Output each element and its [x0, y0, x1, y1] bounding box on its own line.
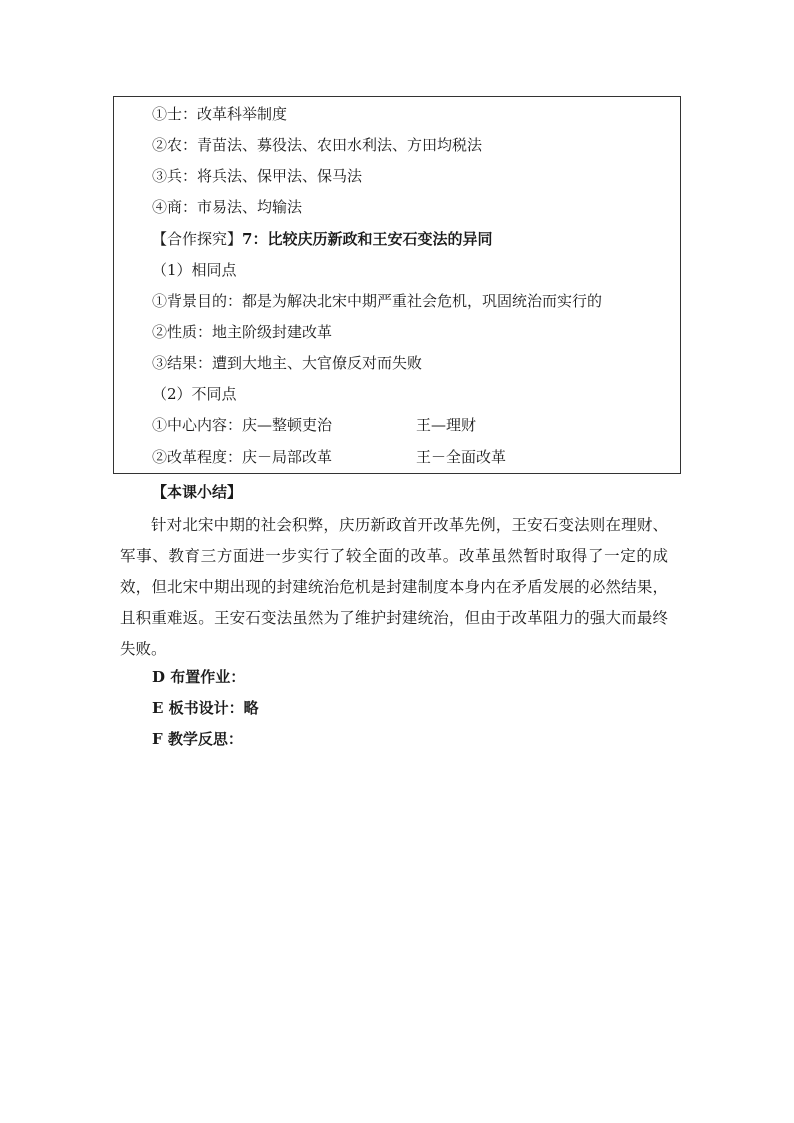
explore-bracket: 【合作探究】 [152, 230, 243, 248]
diff-content-right: 王—理财 [416, 416, 477, 434]
same-purpose: ①背景目的：都是为解决北宋中期严重社会危机，巩固统治而实行的 [152, 292, 603, 310]
reform-nong: ②农：青苗法、募役法、农田水利法、方田均税法 [152, 136, 483, 154]
reform-bing: ③兵：将兵法、保甲法、保马法 [152, 167, 363, 185]
explore-title: 7：比较庆历新政和王安石变法的异同 [242, 230, 493, 248]
summary-paragraph: 针对北宋中期的社会积弊，庆历新政首开改革先例，王安石变法则在理财、军事、教育三方面进一步实行了较全面的改革。改革虽然暂时取得了一定的成效，但北宋中期出现的封建统治危机是封建制度本身内在矛盾发展的必然结果，且积重难返。王安石变法虽然为了维护封建统治，但由于改革阻力的强大而最终失败。 [120, 516, 668, 658]
explore-heading [152, 229, 492, 249]
diff-degree-left: ②改革程度：庆－局部改革 [152, 448, 333, 466]
summary-heading: 【本课小结】 [152, 483, 243, 501]
board-design-heading: E 板书设计：略 [152, 699, 259, 717]
diff-content-left: ①中心内容：庆—整顿吏治 [152, 416, 333, 434]
reform-shi: ①士：改革科举制度 [152, 105, 288, 123]
same-nature: ②性质：地主阶级封建改革 [152, 323, 333, 341]
same-heading: （1）相同点 [152, 261, 237, 279]
diff-degree-right: 王－全面改革 [416, 448, 507, 466]
reflection-heading: F 教学反思： [152, 730, 243, 748]
diff-heading: （2）不同点 [152, 385, 237, 403]
reform-shang: ④商：市易法、均输法 [152, 198, 303, 216]
same-result: ③结果：遭到大地主、大官僚反对而失败 [152, 354, 423, 372]
homework-heading: D 布置作业： [152, 668, 246, 686]
